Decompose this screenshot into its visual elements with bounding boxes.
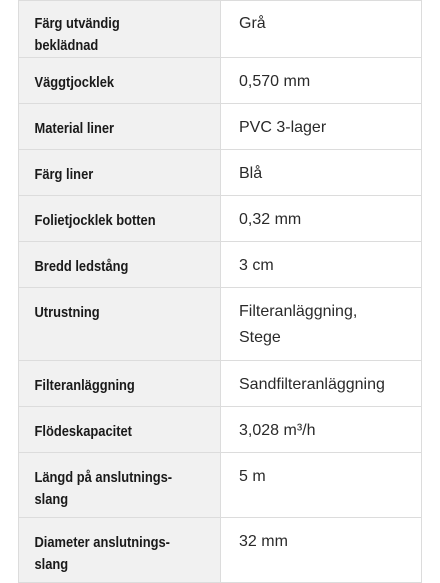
product-spec-table — [18, 0, 422, 583]
spec-label-cell — [19, 453, 221, 518]
spec-label-cell — [19, 1, 221, 58]
spec-row-hose-length — [19, 453, 422, 518]
spec-label: Färg liner — [34, 166, 94, 183]
spec-label-cell — [19, 150, 221, 196]
spec-label-cell — [19, 407, 221, 453]
spec-value-cell — [221, 453, 422, 518]
spec-value-cell — [221, 150, 422, 196]
spec-value-cell — [221, 288, 422, 361]
spec-row-filter-system — [19, 361, 422, 407]
spec-value-cell — [221, 407, 422, 453]
spec-value-cell — [221, 242, 422, 288]
spec-row-equipment — [19, 288, 422, 361]
spec-value: 3,028 m³/h — [239, 422, 316, 439]
spec-label-cell — [19, 518, 221, 583]
spec-label: Väggtjocklek — [34, 74, 115, 91]
spec-label: Färg utvändig beklädnad — [34, 15, 120, 54]
spec-label: Längd på anslutnings- slang — [34, 469, 173, 508]
spec-label-cell — [19, 104, 221, 150]
spec-value: 32 mm — [239, 533, 288, 550]
spec-label-cell — [19, 58, 221, 104]
spec-value: Blå — [239, 165, 263, 182]
spec-row-bottom-foil-thickness — [19, 196, 422, 242]
spec-row-handrail-width — [19, 242, 422, 288]
spec-label-cell — [19, 242, 221, 288]
spec-value: 0,570 mm — [239, 73, 311, 90]
spec-value: Sandfilteranläggning — [239, 376, 385, 393]
spec-value: 5 m — [239, 468, 266, 485]
spec-value-cell — [221, 196, 422, 242]
spec-label: Filteranläggning — [34, 377, 135, 394]
spec-row-hose-diameter — [19, 518, 422, 583]
spec-row-exterior-color — [19, 1, 422, 58]
spec-label: Diameter anslutnings- slang — [34, 534, 170, 573]
spec-row-flow-capacity — [19, 407, 422, 453]
spec-label: Folietjocklek botten — [34, 212, 156, 229]
spec-label-cell — [19, 361, 221, 407]
spec-label: Flödeskapacitet — [34, 423, 132, 440]
spec-value-cell — [221, 58, 422, 104]
spec-value: 3 cm — [239, 257, 274, 274]
spec-value-cell — [221, 104, 422, 150]
spec-value-cell — [221, 518, 422, 583]
spec-row-liner-color — [19, 150, 422, 196]
spec-label: Utrustning — [34, 304, 100, 321]
spec-value-cell — [221, 361, 422, 407]
spec-label-cell — [19, 288, 221, 361]
spec-label: Bredd ledstång — [34, 258, 129, 275]
spec-label-cell — [19, 196, 221, 242]
spec-row-wall-thickness — [19, 58, 422, 104]
spec-value: Grå — [239, 15, 266, 32]
spec-value: 0,32 mm — [239, 211, 302, 228]
spec-row-liner-material — [19, 104, 422, 150]
spec-value-cell — [221, 1, 422, 58]
spec-value: Filteranläggning, Stege — [239, 303, 358, 346]
spec-value: PVC 3-lager — [239, 119, 327, 136]
spec-label: Material liner — [34, 120, 115, 137]
